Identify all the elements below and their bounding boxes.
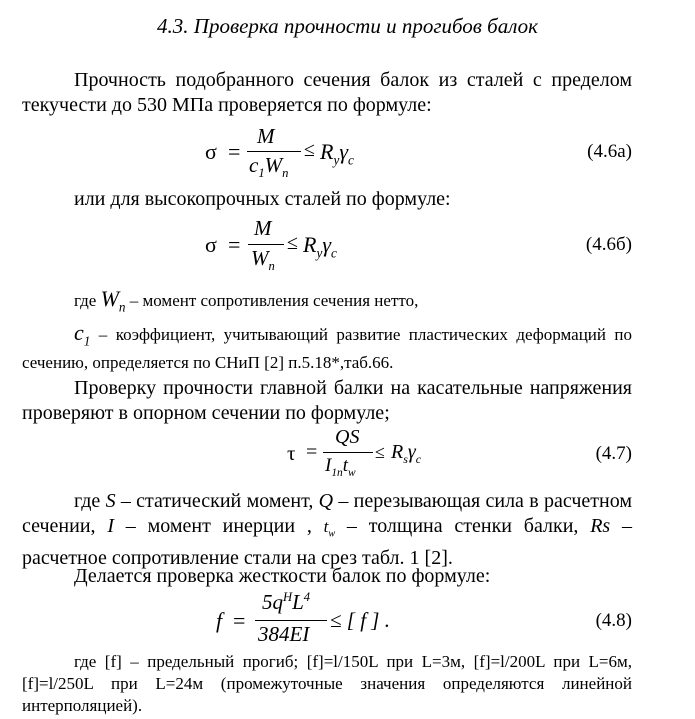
eq3-denominator: $I_{1n}t_w$ [325, 455, 356, 479]
definition-c1: $c_1$ – коэффициент, учитывающий развитие пластических деформаций по сечению, определяется по СНиП [2] п.5.18*,таб.66. [22, 320, 633, 373]
eq2-rhs: $R_y\gamma_c$ [303, 232, 337, 261]
eq1-lhs: σ [205, 139, 217, 164]
eq1-equals: = [228, 139, 241, 164]
eq4-numerator: $5q^HL^4$ [262, 590, 311, 614]
eq4-lhs: f [216, 608, 223, 633]
eq4-fraction-bar [255, 620, 327, 621]
paragraph-strength-intro: Прочность подобранного сечения балок из сталей с пределом текучести до 530 МПа проверяется по формуле: [22, 69, 632, 116]
definition-wn: где $W_n$ – момент сопротивления сечения нетто, [74, 286, 419, 315]
eq3-numerator: QS [335, 426, 360, 448]
paragraph-stiffness-check: Делается проверка жесткости балок по формуле: [74, 565, 491, 587]
eq2-denominator: $W_n$ [251, 246, 275, 274]
eq2-equals: = [228, 232, 241, 257]
paragraph-shear-definitions: где S – статический момент, Q – перезывающая сила в расчетном сечении, I – момент инерции , $t_w$ – толщина стенки балки, Rs – расчетное сопротивление стали на срез табл. 1 [2]. [22, 490, 633, 570]
eq3-lhs: τ [287, 441, 296, 465]
eq1-fraction-bar [247, 151, 301, 152]
paragraph-deflection-limits: где [f] – предельный прогиб; [f]=l/150L при L=3м, [f]=l/200L при L=6м, [f]=l/250L при L=24м (промежуточные значения определяются линейной интерполяцией). [22, 652, 632, 715]
eq3-number: (4.7) [595, 443, 632, 464]
paragraph-high-strength: или для высокопрочных сталей по формуле: [74, 188, 451, 210]
eq3-le: ≤ [375, 442, 385, 462]
eq1-number: (4.6а) [587, 141, 632, 162]
eq4-rhs: ≤ [ f ] . [330, 608, 390, 632]
paragraph-shear-check: Проверку прочности главной балки на касательные напряжения проверяют в опорном сечении по формуле; [22, 377, 632, 424]
eq2-numerator: M [254, 216, 272, 240]
eq1-denominator: $c_1W_n$ [249, 153, 289, 181]
eq2-le: ≤ [287, 232, 298, 254]
eq4-number: (4.8) [595, 610, 632, 631]
eq1-rhs: $R_y\gamma_c$ [320, 139, 354, 168]
eq2-lhs: σ [205, 232, 217, 257]
eq3-rhs: $R_s\gamma_c$ [391, 441, 422, 466]
eq3-equals: = [306, 441, 318, 463]
eq1-numerator: M [257, 124, 275, 148]
eq3-fraction-bar [323, 452, 373, 453]
eq1-le: ≤ [304, 139, 315, 161]
eq2-fraction-bar [248, 244, 284, 245]
eq4-denominator: 384EI [258, 622, 310, 646]
eq4-equals: = [233, 608, 246, 633]
eq2-number: (4.6б) [585, 234, 632, 255]
section-heading: 4.3. Проверка прочности и прогибов балок [157, 14, 538, 38]
